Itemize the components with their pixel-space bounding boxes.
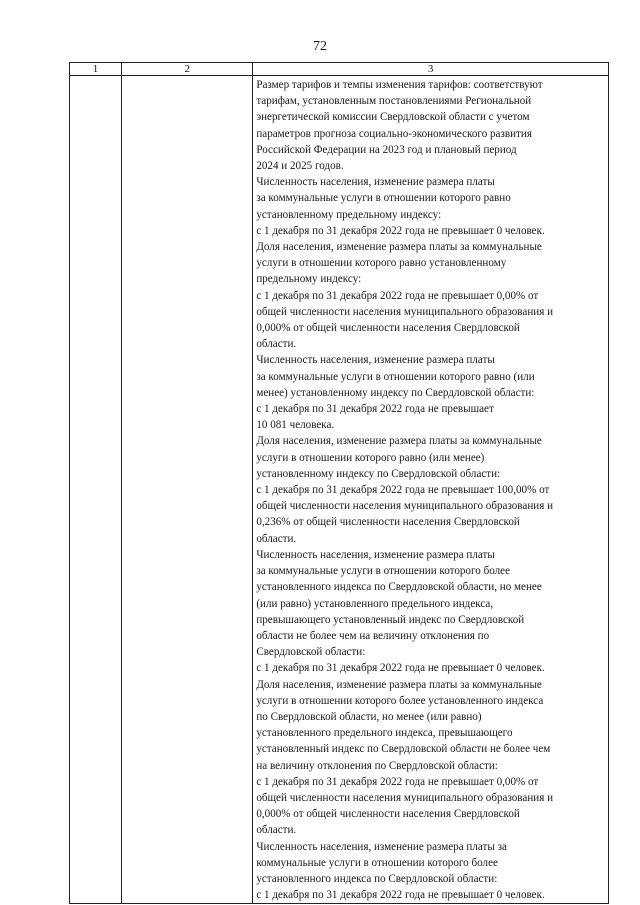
table-cell-col2 <box>122 76 253 904</box>
text-line: установленный индекс по Свердловской области не более чем <box>256 743 551 756</box>
text-line: Численность населения, изменение размера платы <box>256 354 495 367</box>
text-line: 10 081 человека. <box>256 419 335 432</box>
text-line: с 1 декабря по 31 декабря 2022 года не превышает 0 человек. <box>256 662 545 675</box>
text-line: области. <box>256 824 297 837</box>
text-line: Численность населения, изменение размера платы за <box>256 840 507 853</box>
text-line: установленного индекса по Свердловской области: <box>256 872 498 885</box>
text-line: установленному индексу по Свердловской области: <box>256 467 501 480</box>
text-line: тарифам, установленным постановлениями Региональной <box>256 95 532 108</box>
text-line: области не более чем на величину отклонения по <box>256 629 490 642</box>
text-line: за коммунальные услуги в отношении которого равно (или <box>256 370 535 383</box>
text-line: за коммунальные услуги в отношении которого более <box>256 565 510 578</box>
text-line: с 1 декабря по 31 декабря 2022 года не превышает 0,00% от <box>256 775 539 788</box>
text-line: (или равно) установленного предельного индекса, <box>256 597 494 610</box>
text-line: области. <box>256 532 297 545</box>
text-line: Доля населения, изменение размера платы за коммунальные <box>256 678 542 691</box>
text-line: Размер тарифов и темпы изменения тарифов: соответствуют <box>256 79 543 91</box>
table-cell-col3 <box>253 76 609 904</box>
text-line: предельному индексу: <box>256 273 362 286</box>
table-row <box>70 76 609 904</box>
text-line: 2024 и 2025 годов. <box>256 160 344 173</box>
column-header-2: 2 <box>122 63 253 76</box>
text-line: установленного предельного индекса, превышающего <box>256 727 513 740</box>
text-line: за коммунальные услуги в отношении которого равно <box>256 192 511 205</box>
text-line: коммунальные услуги в отношении которого более <box>256 856 498 869</box>
tariff-description-text <box>253 76 608 903</box>
text-line: услуги в отношении которого равно установленному <box>256 257 507 270</box>
text-line: Численность населения, изменение размера платы <box>256 548 495 561</box>
text-line: на величину отклонения по Свердловской области: <box>256 759 498 772</box>
text-line: общей численности населения муниципального образования и <box>256 305 554 318</box>
text-line: с 1 декабря по 31 декабря 2022 года не превышает 100,00% от <box>256 484 550 497</box>
text-line: области. <box>256 338 297 351</box>
text-line: 0,000% от общей численности населения Свердловской <box>256 808 520 821</box>
text-line: установленного индекса по Свердловской области, но менее <box>256 581 542 594</box>
text-line: установленному предельному индексу: <box>256 208 442 221</box>
text-line: с 1 декабря по 31 декабря 2022 года не превышает 0 человек. <box>256 224 545 237</box>
column-header-1: 1 <box>70 63 122 76</box>
text-line: общей численности населения муниципального образования и <box>256 500 554 513</box>
column-header-3: 3 <box>253 63 609 76</box>
text-line: услуги в отношении которого более установленного индекса <box>256 694 544 707</box>
text-line: с 1 декабря по 31 декабря 2022 года не превышает 0,00% от <box>256 289 539 302</box>
text-line: превышающего установленный индекс по Свердловской <box>256 613 525 626</box>
text-line: по Свердловской области, но менее (или равно) <box>256 710 482 723</box>
page-number: 72 <box>313 39 327 54</box>
text-line: Численность населения, изменение размера платы <box>256 176 495 189</box>
text-line: услуги в отношении которого равно (или менее) <box>256 451 485 464</box>
document-table <box>69 62 609 904</box>
text-line: с 1 декабря по 31 декабря 2022 года не превышает <box>256 403 494 416</box>
text-line: 0,000% от общей численности населения Свердловской <box>256 322 520 335</box>
text-line: Российской Федерации на 2023 год и плановый период <box>256 143 517 156</box>
text-line: энергетической комиссии Свердловской области с учетом <box>256 111 530 124</box>
text-line: с 1 декабря по 31 декабря 2022 года не превышает 0 человек. <box>256 889 545 902</box>
table-cell-col1 <box>70 76 122 904</box>
table-header-row <box>70 63 609 76</box>
text-line: Доля населения, изменение размера платы за коммунальные <box>256 241 542 254</box>
text-line: параметров прогноза социально-экономического развития <box>256 127 532 140</box>
text-line: общей численности населения муниципального образования и <box>256 791 554 804</box>
text-line: 0,236% от общей численности населения Свердловской <box>256 516 520 529</box>
text-line: менее) установленному индексу по Свердловской области: <box>256 386 535 399</box>
text-line: Свердловской области: <box>256 646 366 659</box>
text-line: Доля населения, изменение размера платы за коммунальные <box>256 435 542 448</box>
